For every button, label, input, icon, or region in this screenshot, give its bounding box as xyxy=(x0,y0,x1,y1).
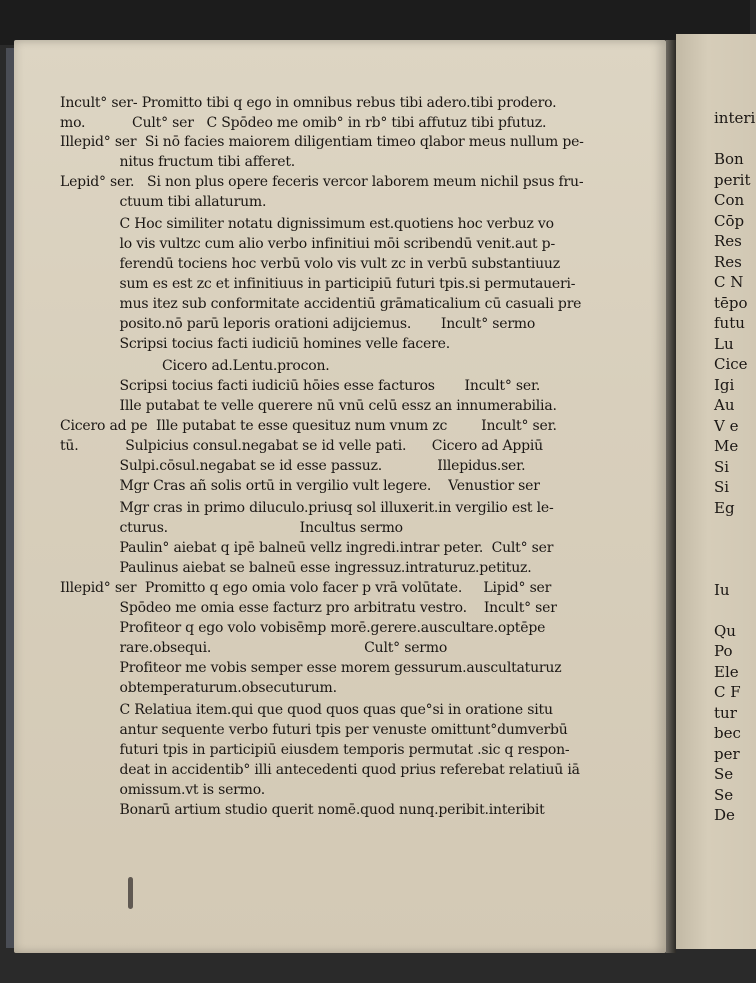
text-line: Iu xyxy=(714,580,730,599)
text-line: tēpo xyxy=(714,293,748,312)
text-line: Cicero ad.Lentu.procon. xyxy=(60,358,330,374)
text-line: C N xyxy=(714,273,744,291)
text-line: Sulpi.cōsul.negabat se id esse passuz. Illepidus.ser. xyxy=(60,458,526,474)
text-line: Paulinus aiebat se balneū esse ingressuz.intraturuz.petituz. xyxy=(60,560,532,576)
book-gutter xyxy=(666,40,676,953)
text-line: Bonarū artium studio querit nomē.quod nunq.peribit.interibit xyxy=(60,802,545,818)
text-line: Qu xyxy=(714,621,736,640)
text-line: antur sequente verbo futuri tpis per venuste omittunt°dumverbū xyxy=(60,722,568,738)
text-line: C Hoc similiter notatu dignissimum est.quotiens hoc verbuz vo xyxy=(60,216,554,232)
text-line: tur xyxy=(714,703,737,722)
text-line: Mgr cras in primo diluculo.priusq sol illuxerit.in vergilio est le- xyxy=(60,500,554,516)
text-line: Igi xyxy=(714,375,735,394)
text-line: rare.obsequi. Cult° sermo xyxy=(60,640,448,656)
text-line: per xyxy=(714,744,740,763)
left-page xyxy=(14,40,666,953)
text-line: lo vis vultzc cum alio verbo infinitiui mōi scribendū venit.aut p- xyxy=(60,236,555,252)
text-line: Se xyxy=(714,785,734,804)
text-line: nitus fructum tibi afferet. xyxy=(60,154,296,170)
text-line: Con xyxy=(714,191,745,209)
text-line: Bon xyxy=(714,150,744,168)
text-line: V e xyxy=(714,416,739,435)
text-line: Si xyxy=(714,457,730,476)
text-line: Paulin° aiebat q ipē balneū vellz ingredi.intrar peter. Cult° ser xyxy=(60,540,554,556)
text-line: Lepid° ser. Si non plus opere feceris vercor laborem meum nichil psus fru- xyxy=(60,174,584,190)
background-top xyxy=(0,0,750,45)
text-line: posito.nō parū leporis orationi adijciemus. Incult° sermo xyxy=(60,316,536,332)
text-line: Me xyxy=(714,437,739,455)
text-line: ferendū tociens hoc verbū volo vis vult zc in verbū substantiuuz xyxy=(60,256,560,272)
text-line: mo. Cult° ser C Spōdeo me omib° in rb° tibi affutuz tibi pfutuz. xyxy=(60,115,547,131)
text-line: Cōp xyxy=(714,211,745,230)
text-line: interi xyxy=(714,109,756,127)
text-line: mus itez sub conformitate accidentiū grāmaticalium cū casuali pre xyxy=(60,296,582,312)
text-line: Po xyxy=(714,642,733,660)
text-line: obtemperaturum.obsecuturum. xyxy=(60,680,337,696)
text-line: Res xyxy=(714,232,742,250)
text-line: Ele xyxy=(714,662,739,681)
text-line: De xyxy=(714,806,735,824)
text-line: tū. Sulpicius consul.negabat se id velle pati. Cicero ad Appiū xyxy=(60,438,543,454)
text-line: Cicero ad pe Ille putabat te esse quesituz num vnum zc Incult° ser. xyxy=(60,418,557,434)
text-line: futuri tpis in participiū eiusdem temporis permutat .sic q respon- xyxy=(60,742,570,758)
text-line: Eg xyxy=(714,498,735,517)
text-line: Lu xyxy=(714,334,734,353)
text-line: sum es est zc et infinitiuus in participiū futuri tpis.si permutaueri- xyxy=(60,276,576,292)
text-line: omissum.vt is sermo. xyxy=(60,782,265,798)
text-line: Cice xyxy=(714,355,748,373)
text-line: Ille putabat te velle querere nū vnū celū essz an innumerabilia. xyxy=(60,398,557,414)
text-line: Profiteor me vobis semper esse morem gessurum.auscultaturuz xyxy=(60,660,562,676)
text-line: C F xyxy=(714,683,741,701)
text-line: deat in accidentib° illi antecedenti quod prius referebat relatiuū iā xyxy=(60,762,580,778)
text-line: Si xyxy=(714,478,730,496)
text-line: perit xyxy=(714,170,751,189)
text-line: cturus. Incultus sermo xyxy=(60,520,403,536)
text-line: Res xyxy=(714,252,742,271)
text-line: Illepid° ser Promitto q ego omia volo facer p vrā volūtate. Lipid° ser xyxy=(60,580,552,596)
text-line: Scripsi tocius facti iudiciū homines velle facere. xyxy=(60,336,450,352)
text-line: Profiteor q ego volo vobisēmp morē.gerere.auscultare.optēpe xyxy=(60,620,546,636)
text-line: Illepid° ser Si nō facies maiorem diligentiam timeo qlabor meus nullum pe- xyxy=(60,134,584,150)
text-line: Incult° ser- Promitto tibi q ego in omnibus rebus tibi adero.tibi prodero. xyxy=(60,95,557,111)
right-page xyxy=(676,34,756,949)
text-line: Se xyxy=(714,765,734,783)
text-line: ctuum tibi allaturum. xyxy=(60,194,267,210)
text-line: Spōdeo me omia esse facturz pro arbitratu vestro. Incult° ser xyxy=(60,600,557,616)
text-line: futu xyxy=(714,314,745,332)
text-line: C Relatiua item.qui que quod quos quas que°si in oratione situ xyxy=(60,702,553,718)
text-line: Au xyxy=(714,396,735,414)
ink-mark xyxy=(128,877,133,909)
text-line: Mgr Cras añ solis ortū in vergilio vult legere. Venustior ser xyxy=(60,478,540,494)
text-line: Scripsi tocius facti iudiciū hōies esse facturos Incult° ser. xyxy=(60,378,541,394)
text-line: bec xyxy=(714,724,741,742)
